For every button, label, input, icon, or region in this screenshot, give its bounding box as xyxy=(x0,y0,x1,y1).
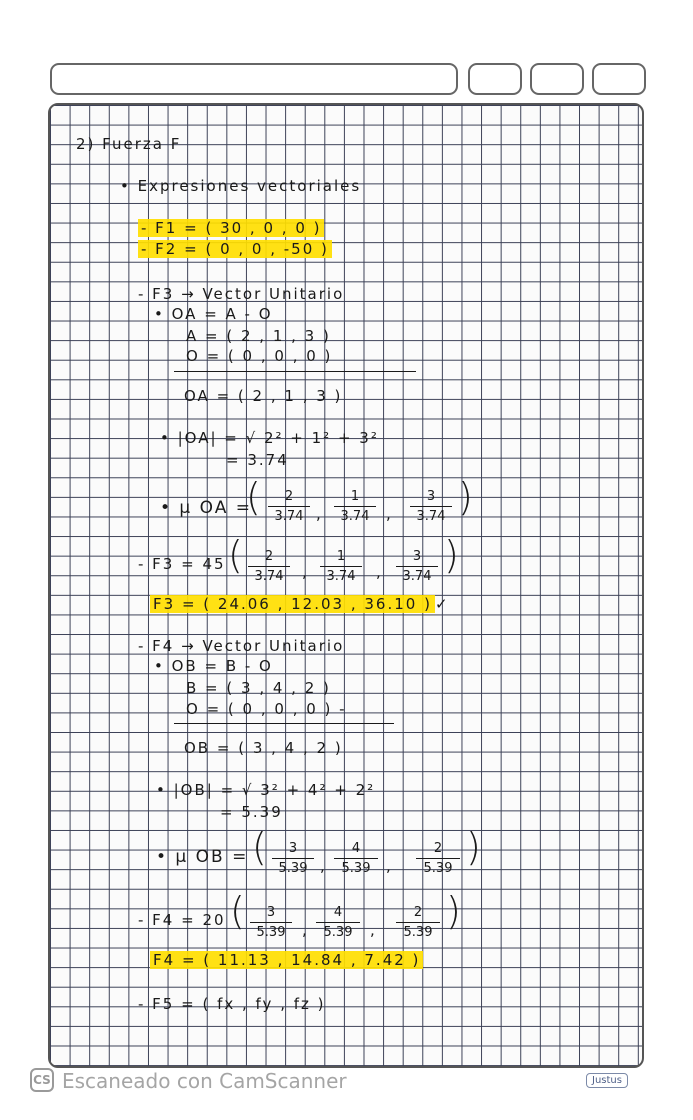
comma: , xyxy=(370,921,377,939)
paren-left: ( xyxy=(230,889,245,933)
ob-definition: • OB = B - O xyxy=(154,657,273,675)
mu-ob-label: • μ OB = xyxy=(156,847,249,867)
numerator: 1 xyxy=(350,489,360,504)
numerator: 2 xyxy=(284,489,294,504)
comma: , xyxy=(376,563,383,581)
numerator: 3 xyxy=(288,841,298,856)
denominator: 5.39 xyxy=(256,925,286,940)
f1-line xyxy=(138,219,324,237)
mu-oa-frac-2 xyxy=(334,489,376,524)
paren-right: ) xyxy=(466,825,481,869)
f3-frac-3 xyxy=(396,549,438,584)
denominator: 3.74 xyxy=(326,569,356,584)
f2-line xyxy=(138,240,332,258)
numerator: 1 xyxy=(336,549,346,564)
f1-text: - F1 = ( 30 , 0 , 0 ) xyxy=(138,219,324,237)
comma: , xyxy=(302,563,309,581)
oa-magnitude: • |OA| = √ 2² + 1² + 3² xyxy=(160,429,379,447)
f3-heading: - F3 → Vector Unitario xyxy=(138,285,345,303)
denominator: 5.39 xyxy=(423,861,453,876)
grid-sheet xyxy=(48,103,644,1068)
header-box-2 xyxy=(530,63,584,95)
mu-oa-frac-1 xyxy=(268,489,310,524)
paren-right: ) xyxy=(458,475,473,519)
paren-left: ( xyxy=(252,825,267,869)
denominator: 5.39 xyxy=(323,925,353,940)
numerator: 3 xyxy=(426,489,436,504)
scanner-watermark: Escaneado con CamScanner xyxy=(62,1069,347,1093)
mu-ob-frac-1 xyxy=(272,841,314,876)
f2-text: - F2 = ( 0 , 0 , -50 ) xyxy=(138,240,332,258)
brand-badge: Justus xyxy=(586,1073,628,1088)
comma: , xyxy=(302,921,309,939)
f3-frac-1 xyxy=(248,549,290,584)
numerator: 2 xyxy=(433,841,443,856)
f4-heading: - F4 → Vector Unitario xyxy=(138,637,345,655)
numerator: 4 xyxy=(333,905,343,920)
f3-result-line xyxy=(150,595,450,613)
f3-frac-2 xyxy=(320,549,362,584)
comma: , xyxy=(320,857,327,875)
oa-definition: • OA = A - O xyxy=(154,305,273,323)
f3-result: F3 = ( 24.06 , 12.03 , 36.10 ) xyxy=(150,595,435,613)
paren-left: ( xyxy=(228,533,243,577)
paren-right: ) xyxy=(444,533,459,577)
denominator: 3.74 xyxy=(340,509,370,524)
header-box-1 xyxy=(468,63,522,95)
denominator: 3.74 xyxy=(274,509,304,524)
f4-frac-3 xyxy=(396,905,440,940)
f4-frac-1 xyxy=(250,905,292,940)
subtitle: • Expresiones vectoriales xyxy=(120,177,362,195)
mu-ob-frac-3 xyxy=(416,841,460,876)
numerator: 2 xyxy=(264,549,274,564)
f3-expression: - F3 = 45 xyxy=(138,555,226,573)
camscanner-logo: CS xyxy=(30,1068,54,1092)
paren-left: ( xyxy=(246,475,261,519)
f4-result-line xyxy=(150,951,423,969)
numerator: 3 xyxy=(266,905,276,920)
comma: , xyxy=(316,505,323,523)
ob-magnitude: • |OB| = √ 3² + 4² + 2² xyxy=(156,781,376,799)
denominator: 3.74 xyxy=(402,569,432,584)
comma: , xyxy=(386,857,393,875)
denominator: 5.39 xyxy=(403,925,433,940)
check-mark: ✓ xyxy=(434,595,450,613)
header-bar xyxy=(50,63,458,95)
comma: , xyxy=(386,505,393,523)
mu-ob-frac-2 xyxy=(334,841,378,876)
ob-result: OB = ( 3 , 4 , 2 ) xyxy=(184,739,343,757)
denominator: 3.74 xyxy=(254,569,284,584)
denominator: 5.39 xyxy=(341,861,371,876)
f4-frac-2 xyxy=(316,905,360,940)
oa-magnitude-value: = 3.74 xyxy=(226,451,289,469)
denominator: 5.39 xyxy=(278,861,308,876)
paren-right: ) xyxy=(446,889,461,933)
section-title: 2) Fuerza F xyxy=(76,135,182,153)
ob-magnitude-value: = 5.39 xyxy=(220,803,283,821)
point-o: O = ( 0 , 0 , 0 ) xyxy=(186,347,333,365)
subtraction-rule xyxy=(174,371,416,372)
point-b: B = ( 3 , 4 , 2 ) xyxy=(186,679,331,697)
mu-oa-frac-3 xyxy=(410,489,452,524)
numerator: 4 xyxy=(351,841,361,856)
f5-line: - F5 = ( fx , fy , fz ) xyxy=(138,995,326,1013)
f4-result: F4 = ( 11.13 , 14.84 , 7.42 ) xyxy=(150,951,423,969)
denominator: 3.74 xyxy=(416,509,446,524)
f4-expression: - F4 = 20 xyxy=(138,911,226,929)
mu-oa-label: • μ OA = xyxy=(160,498,253,518)
point-a: A = ( 2 , 1 , 3 ) xyxy=(186,327,331,345)
point-o-2: O = ( 0 , 0 , 0 ) - xyxy=(186,700,347,718)
numerator: 3 xyxy=(412,549,422,564)
subtraction-rule xyxy=(174,723,394,724)
numerator: 2 xyxy=(413,905,423,920)
oa-result: OA = ( 2 , 1 , 3 ) xyxy=(184,387,343,405)
header-box-3 xyxy=(592,63,646,95)
